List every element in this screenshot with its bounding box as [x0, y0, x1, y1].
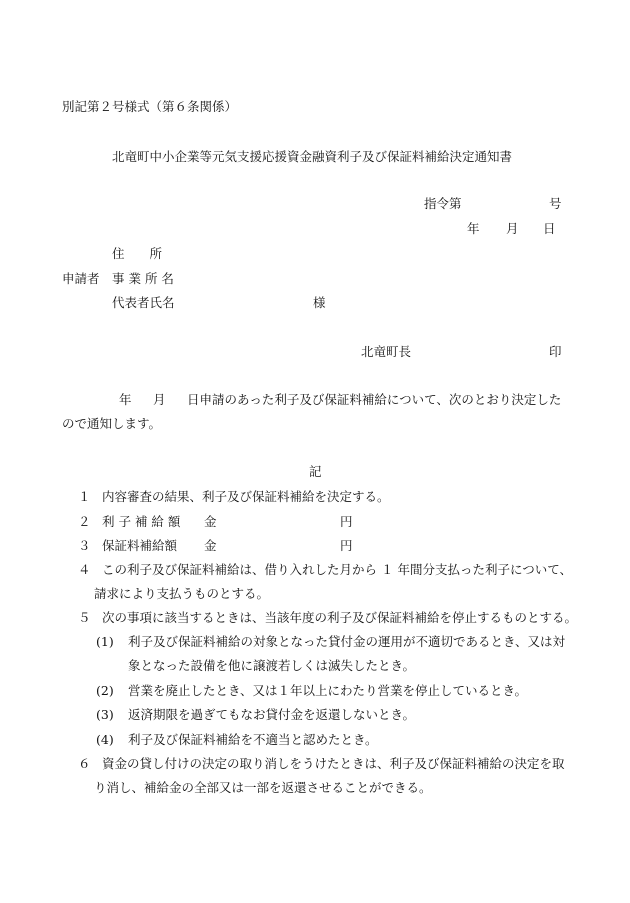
date-day: 日 [543, 221, 556, 236]
document-title: 北竜町中小企業等元気支援応援資金融資利子及び保証料補給決定通知書 [112, 149, 513, 164]
subitem-number: (1) [96, 634, 114, 649]
body-year: 年 [119, 392, 132, 407]
currency-label: 金 [204, 514, 217, 529]
item-number: ２ [78, 514, 91, 529]
yen-unit: 円 [340, 514, 353, 529]
subitem-number: (3) [96, 707, 114, 722]
reference-prefix: 指令第 [424, 196, 462, 211]
business-name-label: 事 業 所 名 [112, 271, 174, 286]
item-text: 内容審査の結果、利子及び保証料補給を決定する。 [102, 489, 390, 504]
body-text-line1: 日申請のあった利子及び保証料補給について、次のとおり決定した [187, 392, 562, 407]
issuer-name: 北竜町長 [361, 344, 412, 359]
item-text: 次の事項に該当するときは、当該年度の利子及び保証料補給を停止するものとする。 [102, 610, 578, 625]
item-number: ３ [78, 538, 91, 553]
subitem-text: 返済期限を過ぎてもなお貸付金を返還しないとき。 [128, 707, 416, 722]
subitem-text-line2: 象となった設備を他に譲渡若しくは滅失したとき。 [128, 658, 416, 673]
subitem-text: 利子及び保証料補給を不適当と認めたとき。 [128, 732, 378, 747]
address-label: 住 所 [112, 246, 163, 261]
honorific: 様 [313, 295, 326, 310]
yen-unit: 円 [340, 538, 353, 553]
item-text-line1: この利子及び保証料補給は、借り入れした月から １ 年間分支払った利子について、 [102, 562, 572, 577]
date-month: 月 [506, 221, 519, 236]
form-label: 別記第２号様式（第６条関係） [62, 99, 238, 114]
subitem-text: 営業を廃止したとき、又は１年以上にわたり営業を停止しているとき。 [128, 683, 528, 698]
subitem-number: (4) [96, 732, 114, 747]
interest-subsidy-label: 利 子 補 給 額 [102, 514, 181, 529]
seal-mark: 印 [549, 344, 562, 359]
guarantee-subsidy-label: 保証料補給額 [102, 538, 178, 553]
item-text-line2: り消し、補給金の全部又は一部を返還させることができる。 [94, 780, 432, 795]
ki-heading: 記 [309, 464, 322, 479]
reference-suffix: 号 [549, 196, 562, 211]
item-text-line2: 請求により支払うものとする。 [94, 586, 270, 601]
representative-label: 代表者氏名 [112, 295, 175, 310]
item-number: ６ [78, 756, 91, 771]
subitem-number: (2) [96, 683, 114, 698]
subitem-text-line1: 利子及び保証料補給の対象となった貸付金の運用が不適切であるとき、又は対 [128, 634, 566, 649]
currency-label: 金 [204, 538, 217, 553]
body-month: 月 [153, 392, 166, 407]
item-number: １ [78, 489, 91, 504]
item-number: ５ [78, 610, 91, 625]
body-text-line2: ので通知します。 [62, 416, 162, 431]
item-text-line1: 資金の貸し付けの決定の取り消しをうけたときは、利子及び保証料補給の決定を取 [102, 756, 565, 771]
item-number: ４ [78, 562, 91, 577]
applicant-group-label: 申請者 [62, 271, 100, 286]
date-year: 年 [467, 221, 480, 236]
